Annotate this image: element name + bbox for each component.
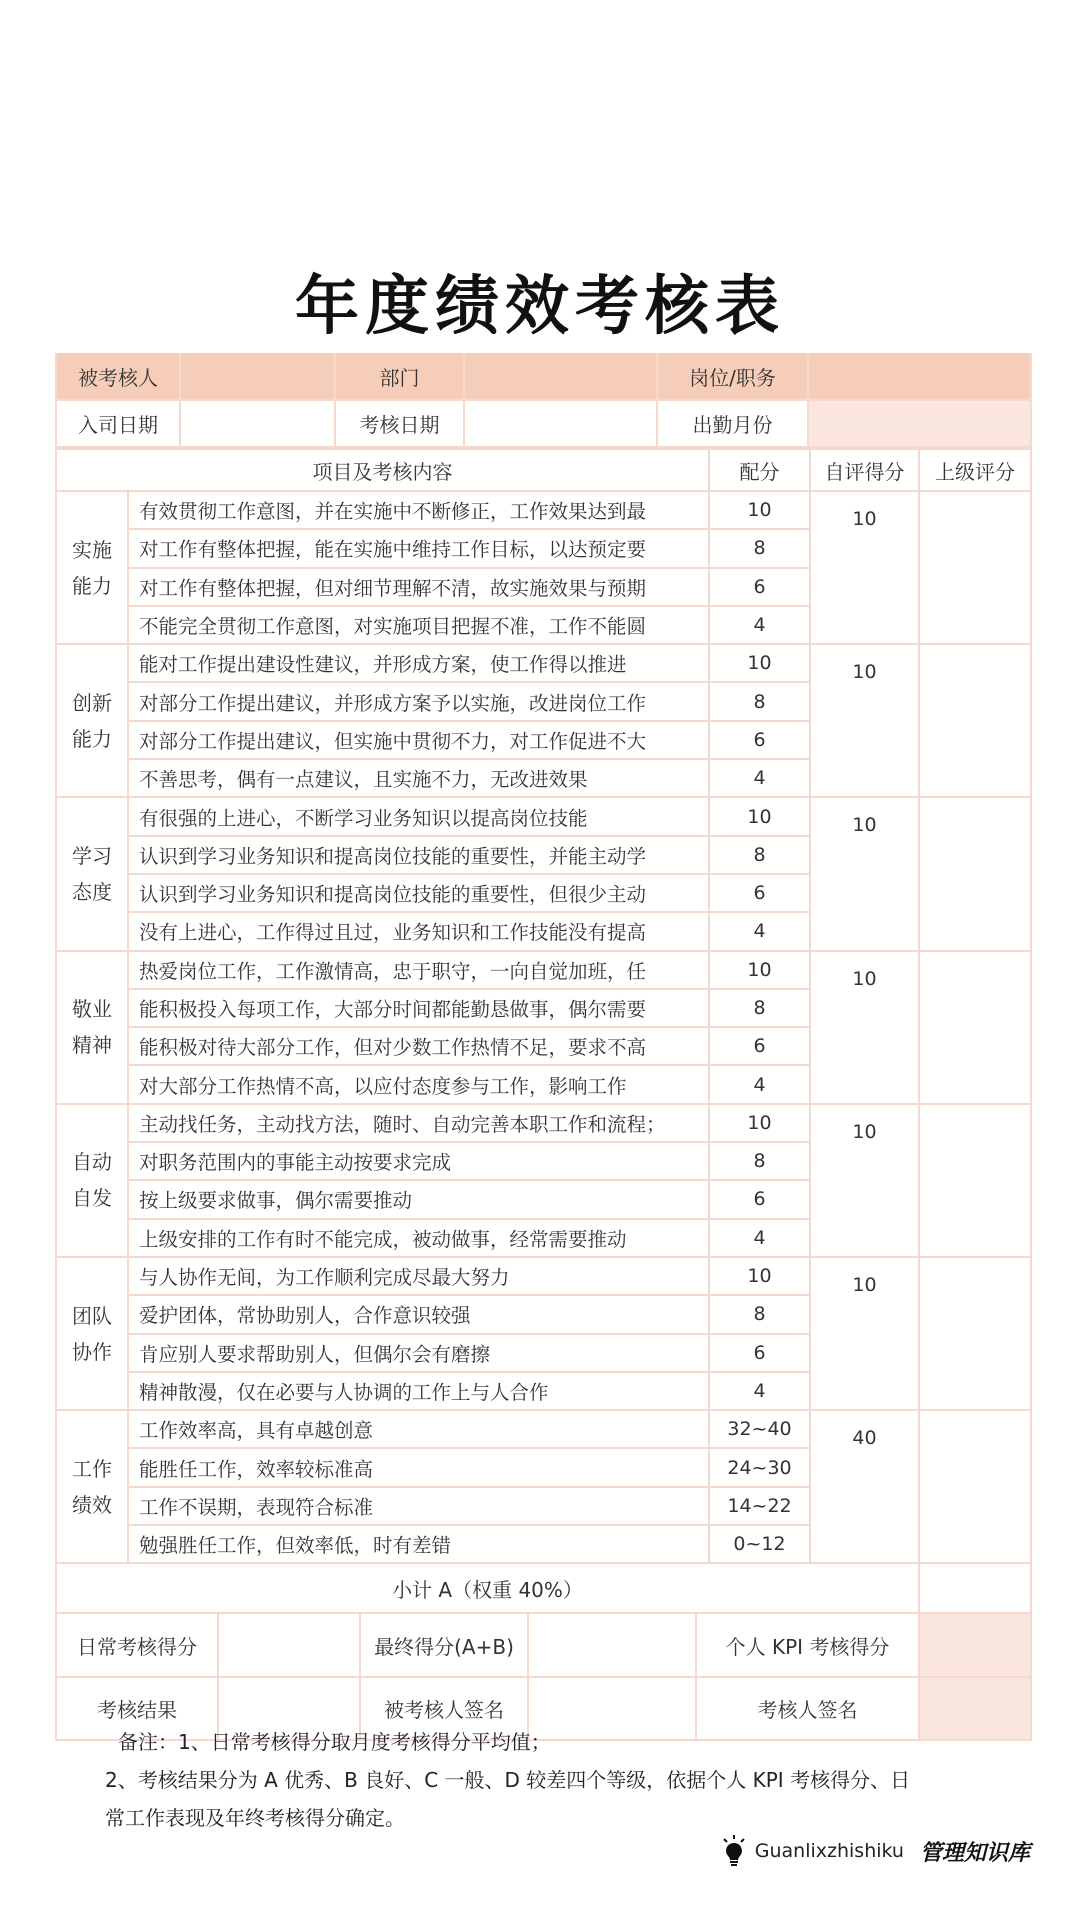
daily-score-field[interactable]: [218, 1614, 360, 1677]
criteria-description: 上级安排的工作有时不能完成，被动做事，经常需要推动: [128, 1219, 709, 1257]
criteria-description: 与人协作无间，为工作顺利完成尽最大努力: [128, 1257, 709, 1295]
criteria-description: 对部分工作提出建议，但实施中贯彻不力，对工作促进不大: [128, 721, 709, 759]
criteria-description: 能积极对待大部分工作，但对少数工作热情不足，要求不高: [128, 1027, 709, 1065]
criteria-description: 有很强的上进心，不断学习业务知识以提高岗位技能: [128, 797, 709, 835]
reviewer-signature-label: 考核人签名: [696, 1677, 919, 1740]
criteria-description: 主动找任务，主动找方法，随时、自动完善本职工作和流程；: [128, 1104, 709, 1142]
position-field[interactable]: [808, 353, 1031, 400]
department-label: 部门: [335, 353, 464, 400]
criteria-score: 10: [709, 1257, 810, 1295]
appraisal-form: [55, 353, 1030, 1741]
final-score-field[interactable]: [528, 1614, 696, 1677]
criteria-score: 4: [709, 1219, 810, 1257]
attendance-field[interactable]: [808, 400, 1031, 447]
criteria-description: 认识到学习业务知识和提高岗位技能的重要性，但很少主动: [128, 874, 709, 912]
criteria-score: 24~30: [709, 1448, 810, 1486]
criteria-score: 8: [709, 1142, 810, 1180]
self-score-cell[interactable]: 10: [810, 1257, 919, 1410]
category-label: 自动 自发: [56, 1104, 128, 1257]
note-line-2: 2、考核结果分为 A 优秀、B 良好、C 一般、D 较差四个等级，依据个人 KPI 考核得分、日: [105, 1768, 911, 1792]
criteria-score: 4: [709, 1372, 810, 1410]
category-label: 实施 能力: [56, 491, 128, 644]
review-date-field[interactable]: [464, 400, 657, 447]
score-header: 配分: [709, 449, 810, 491]
note-line-3: 常工作表现及年终考核得分确定。: [105, 1806, 405, 1830]
criteria-score: 10: [709, 797, 810, 835]
criteria-description: 工作效率高，具有卓越创意: [128, 1410, 709, 1448]
examinee-signature-label: 被考核人签名: [360, 1677, 528, 1740]
info-table: [55, 353, 1032, 448]
result-label: 考核结果: [56, 1677, 218, 1740]
criteria-row: [56, 951, 1031, 989]
criteria-score: 10: [709, 491, 810, 529]
superior-score-cell[interactable]: [919, 951, 1031, 1104]
criteria-description: 勉强胜任工作，但效率低，时有差错: [128, 1525, 709, 1563]
daily-score-label: 日常考核得分: [56, 1614, 218, 1677]
superior-score-cell[interactable]: [919, 797, 1031, 950]
criteria-score: 4: [709, 606, 810, 644]
category-label: 团队 协作: [56, 1257, 128, 1410]
category-label: 学习 态度: [56, 797, 128, 950]
superior-score-cell[interactable]: [919, 1104, 1031, 1257]
category-label: 敬业 精神: [56, 951, 128, 1104]
criteria-score: 4: [709, 912, 810, 950]
criteria-description: 有效贯彻工作意图，并在实施中不断修正，工作效果达到最: [128, 491, 709, 529]
superior-score-cell[interactable]: [919, 491, 1031, 644]
criteria-description: 不善思考，偶有一点建议，且实施不力，无改进效果: [128, 759, 709, 797]
criteria-score: 8: [709, 989, 810, 1027]
superior-score-cell[interactable]: [919, 644, 1031, 797]
attendance-label: 出勤月份: [657, 400, 808, 447]
scoring-table: [55, 448, 1032, 1614]
review-date-label: 考核日期: [335, 400, 464, 447]
criteria-description: 对大部分工作热情不高，以应付态度参与工作，影响工作: [128, 1065, 709, 1103]
kpi-score-field[interactable]: [919, 1614, 1031, 1677]
criteria-row: [56, 797, 1031, 835]
category-label: 工作 绩效: [56, 1410, 128, 1563]
criteria-score: 6: [709, 874, 810, 912]
criteria-score: 10: [709, 1104, 810, 1142]
criteria-row: [56, 1410, 1031, 1448]
join-date-label: 入司日期: [56, 400, 180, 447]
criteria-description: 对职务范围内的事能主动按要求完成: [128, 1142, 709, 1180]
content-header: 项目及考核内容: [56, 449, 709, 491]
notes: [105, 1723, 1018, 1837]
department-field[interactable]: [464, 353, 657, 400]
criteria-score: 6: [709, 568, 810, 606]
criteria-score: 6: [709, 1027, 810, 1065]
criteria-description: 对工作有整体把握，但对细节理解不清，故实施效果与预期: [128, 568, 709, 606]
criteria-score: 8: [709, 682, 810, 720]
self-score-cell[interactable]: 40: [810, 1410, 919, 1563]
criteria-score: 10: [709, 644, 810, 682]
criteria-score: 10: [709, 951, 810, 989]
superior-score-cell[interactable]: [919, 1257, 1031, 1410]
subtotal-field[interactable]: [919, 1563, 1031, 1613]
examinee-label: 被考核人: [56, 353, 180, 400]
join-date-field[interactable]: [180, 400, 335, 447]
self-score-cell[interactable]: 10: [810, 951, 919, 1104]
criteria-score: 8: [709, 529, 810, 567]
criteria-description: 工作不误期，表现符合标准: [128, 1487, 709, 1525]
criteria-row: [56, 491, 1031, 529]
superior-score-cell[interactable]: [919, 1410, 1031, 1563]
criteria-row: [56, 1104, 1031, 1142]
criteria-score: 8: [709, 836, 810, 874]
criteria-score: 32~40: [709, 1410, 810, 1448]
position-label: 岗位/职务: [657, 353, 808, 400]
subtotal-row: [56, 1563, 1031, 1613]
criteria-description: 按上级要求做事，偶尔需要推动: [128, 1180, 709, 1218]
criteria-description: 认识到学习业务知识和提高岗位技能的重要性，并能主动学: [128, 836, 709, 874]
criteria-description: 没有上进心，工作得过且过，业务知识和工作技能没有提高: [128, 912, 709, 950]
final-score-label: 最终得分(A+B): [360, 1614, 528, 1677]
subtotal-label: 小计 A（权重 40%）: [56, 1563, 919, 1613]
lightbulb-icon: [721, 1834, 747, 1868]
self-score-header: 自评得分: [810, 449, 919, 491]
brand-name-en: Guanlixzhishiku: [754, 1840, 904, 1862]
criteria-score: 4: [709, 1065, 810, 1103]
criteria-score: 8: [709, 1295, 810, 1333]
criteria-description: 能对工作提出建设性建议，并形成方案，使工作得以推进: [128, 644, 709, 682]
examinee-field[interactable]: [180, 353, 335, 400]
criteria-description: 不能完全贯彻工作意图，对实施项目把握不准，工作不能圆: [128, 606, 709, 644]
criteria-description: 对部分工作提出建议，并形成方案予以实施，改进岗位工作: [128, 682, 709, 720]
self-score-cell[interactable]: 10: [810, 644, 919, 797]
criteria-score: 6: [709, 1180, 810, 1218]
criteria-score: 4: [709, 759, 810, 797]
page-title: 年度绩效考核表: [295, 270, 785, 344]
criteria-row: [56, 1257, 1031, 1295]
criteria-row: [56, 644, 1031, 682]
criteria-description: 爱护团体，常协助别人，合作意识较强: [128, 1295, 709, 1333]
self-score-cell[interactable]: 10: [810, 797, 919, 950]
criteria-description: 能积极投入每项工作，大部分时间都能勤恳做事，偶尔需要: [128, 989, 709, 1027]
note-line-1: 备注：1、日常考核得分取月度考核得分平均值；: [118, 1730, 551, 1754]
brand-name-cn: 管理知识库: [919, 1839, 1030, 1866]
criteria-description: 对工作有整体把握，能在实施中维持工作目标，以达预定要: [128, 529, 709, 567]
brand-mark: [721, 1834, 1030, 1868]
kpi-score-label: 个人 KPI 考核得分: [696, 1614, 919, 1677]
criteria-description: 精神散漫，仅在必要与人协调的工作上与人合作: [128, 1372, 709, 1410]
criteria-score: 6: [709, 1334, 810, 1372]
criteria-description: 能胜任工作，效率较标准高: [128, 1448, 709, 1486]
category-label: 创新 能力: [56, 644, 128, 797]
superior-score-header: 上级评分: [919, 449, 1031, 491]
criteria-score: 6: [709, 721, 810, 759]
self-score-cell[interactable]: 10: [810, 491, 919, 644]
criteria-score: 14~22: [709, 1487, 810, 1525]
self-score-cell[interactable]: 10: [810, 1104, 919, 1257]
criteria-description: 肯应别人要求帮助别人，但偶尔会有磨擦: [128, 1334, 709, 1372]
criteria-score: 0~12: [709, 1525, 810, 1563]
criteria-description: 热爱岗位工作，工作激情高，忠于职守，一向自觉加班，任: [128, 951, 709, 989]
